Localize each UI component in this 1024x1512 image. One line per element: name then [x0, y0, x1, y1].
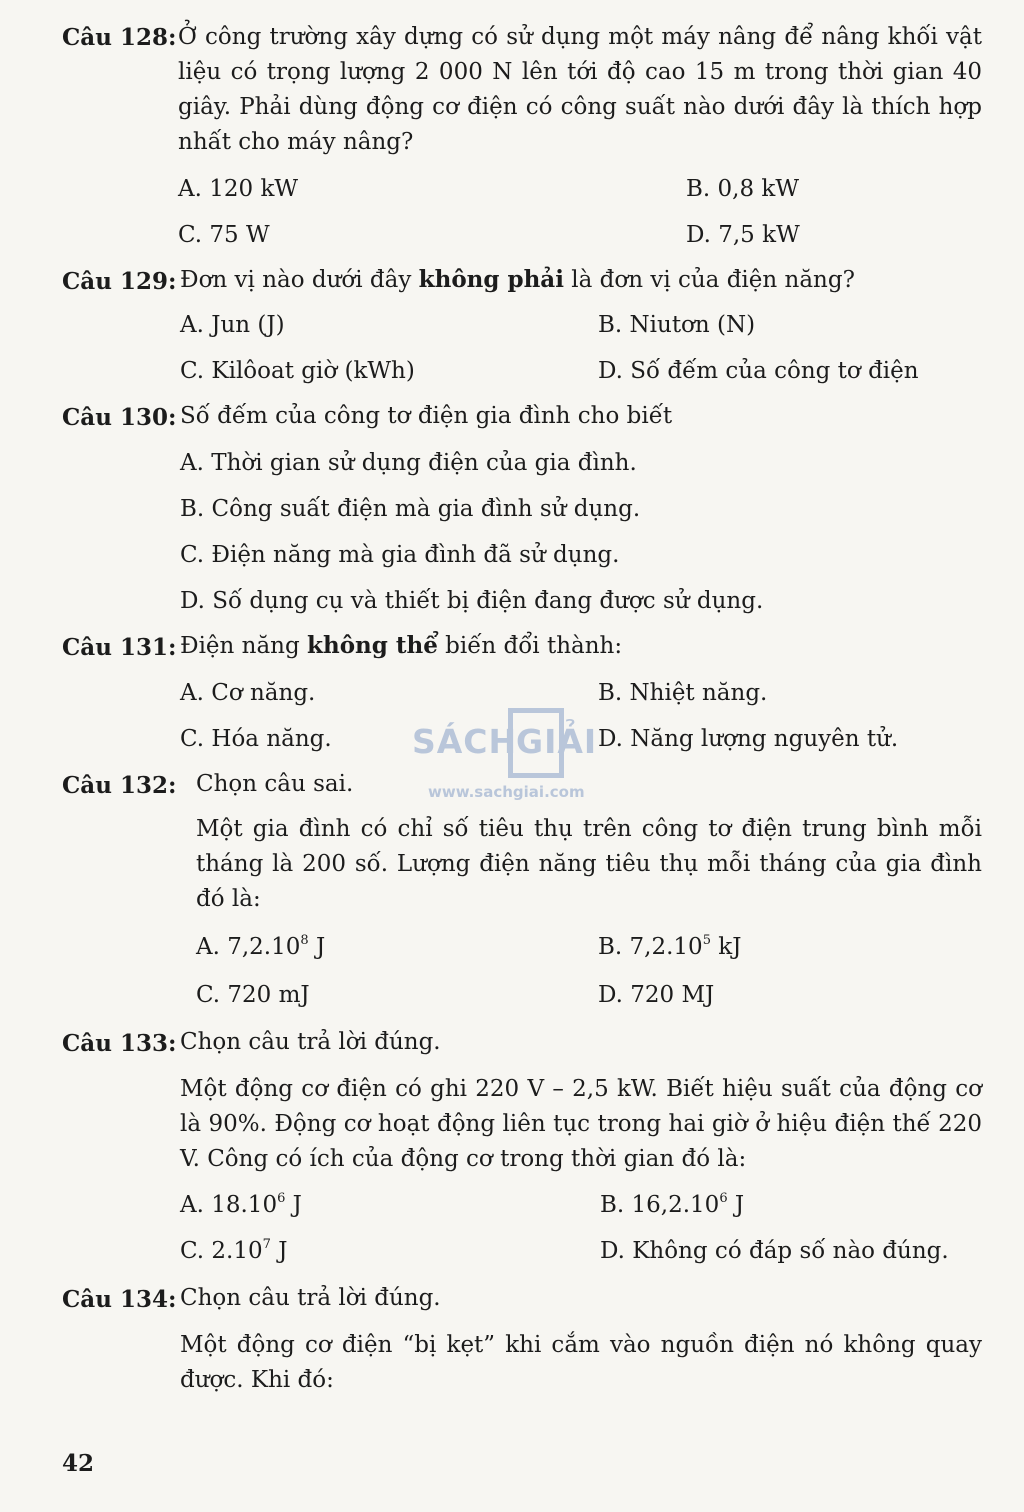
option-a-unit: J	[285, 1192, 302, 1218]
option-c: C. 720 mJ	[196, 982, 310, 1008]
question-stem	[180, 632, 622, 660]
question-stem	[180, 266, 855, 294]
option-a	[180, 1192, 302, 1218]
stem-text: biến đổi thành:	[437, 633, 623, 659]
option-a-base: A. 18.10	[180, 1192, 278, 1218]
option-d: D. Số đếm của công tơ điện	[598, 358, 919, 384]
option-c	[180, 1238, 287, 1264]
option-b	[600, 1192, 744, 1218]
option-a-exponent: 6	[277, 1191, 286, 1206]
stem-emphasis: không phải	[418, 266, 564, 293]
option-c: C. 75 W	[178, 222, 270, 248]
option-a: A. Jun (J)	[180, 312, 285, 338]
option-c: C. Kilôoat giờ (kWh)	[180, 358, 415, 384]
question-label: Câu 128:	[62, 24, 177, 51]
option-a: A. 120 kW	[178, 176, 299, 202]
question-label: Câu 130:	[62, 404, 177, 431]
question-stem: Một động cơ điện “bị kẹt” khi cắm vào nguồn điện nó không quay được. Khi đó:	[180, 1332, 982, 1393]
option-d: D. 7,5 kW	[686, 222, 800, 248]
option-b-exponent: 6	[719, 1191, 728, 1206]
question-label: Câu 132:	[62, 772, 177, 799]
option-a-base: A. 7,2.10	[196, 934, 301, 960]
stem-emphasis: không thể	[307, 632, 438, 659]
watermark-left: SÁCH	[412, 722, 518, 761]
question-stem: Ở công trường xây dựng có sử dụng một máy nâng để nâng khối vật liệu có trọng lượng 2 000 N lên tới độ cao 15 m trong thời gian 40 giây. Phải dùng động cơ điện có công suất nào dưới đây là thích hợp nhất cho máy nâng?	[178, 24, 982, 155]
option-d: D. Không có đáp số nào đúng.	[600, 1238, 949, 1264]
option-a-exponent: 8	[300, 933, 309, 948]
question-stem: Một gia đình có chỉ số tiêu thụ trên công tơ điện trung bình mỗi tháng là 200 số. Lượng điện năng tiêu thụ mỗi tháng của gia đình đó là:	[196, 816, 982, 912]
stem-text: là đơn vị của điện năng?	[563, 267, 855, 293]
option-a	[196, 934, 325, 960]
watermark-url: www.sachgiai.com	[428, 783, 585, 801]
option-c: C. Hóa năng.	[180, 726, 332, 752]
option-b-unit: kJ	[710, 934, 742, 960]
option-b: B. Nhiệt năng.	[598, 680, 768, 706]
option-a: A. Thời gian sử dụng điện của gia đình.	[180, 450, 637, 476]
question-intro: Chọn câu trả lời đúng.	[180, 1285, 441, 1311]
stem-text: Đơn vị nào dưới đây	[180, 267, 419, 293]
option-b	[598, 934, 741, 960]
option-b: B. Niutơn (N)	[598, 312, 756, 338]
question-label: Câu 134:	[62, 1286, 177, 1313]
option-b-unit: J	[727, 1192, 745, 1218]
option-c: C. Điện năng mà gia đình đã sử dụng.	[180, 542, 620, 568]
option-b-base: B. 7,2.10	[598, 934, 703, 960]
question-label: Câu 133:	[62, 1030, 177, 1057]
watermark-right: GIẢI	[516, 722, 598, 761]
question-intro: Chọn câu trả lời đúng.	[180, 1029, 441, 1055]
option-b-base: B. 16,2.10	[600, 1192, 720, 1218]
option-c-unit: J	[270, 1238, 288, 1264]
option-d: D. 720 MJ	[598, 982, 715, 1008]
question-stem: Một động cơ điện có ghi 220 V – 2,5 kW. Biết hiệu suất của động cơ là 90%. Động cơ hoạt động liên tục trong hai giờ ở hiệu điện thế 220 V. Công có ích của động cơ trong thời gian đó là:	[180, 1076, 982, 1172]
question-label: Câu 129:	[62, 268, 177, 295]
question-stem: Số đếm của công tơ điện gia đình cho biết	[180, 403, 673, 429]
option-c-base: C. 2.10	[180, 1238, 263, 1264]
option-b: B. Công suất điện mà gia đình sử dụng.	[180, 496, 641, 522]
option-b: B. 0,8 kW	[686, 176, 799, 202]
question-intro: Chọn câu sai.	[196, 771, 354, 797]
stem-text: Điện năng	[180, 633, 308, 659]
option-c-exponent: 7	[262, 1237, 271, 1252]
question-label: Câu 131:	[62, 634, 177, 661]
option-a: A. Cơ năng.	[180, 680, 316, 706]
watermark-logo	[412, 708, 632, 801]
option-b-exponent: 5	[702, 933, 711, 948]
option-d: D. Năng lượng nguyên tử.	[598, 726, 899, 752]
page-number: 42	[62, 1450, 95, 1477]
option-d: D. Số dụng cụ và thiết bị điện đang được sử dụng.	[180, 588, 764, 614]
option-a-unit: J	[308, 934, 326, 960]
